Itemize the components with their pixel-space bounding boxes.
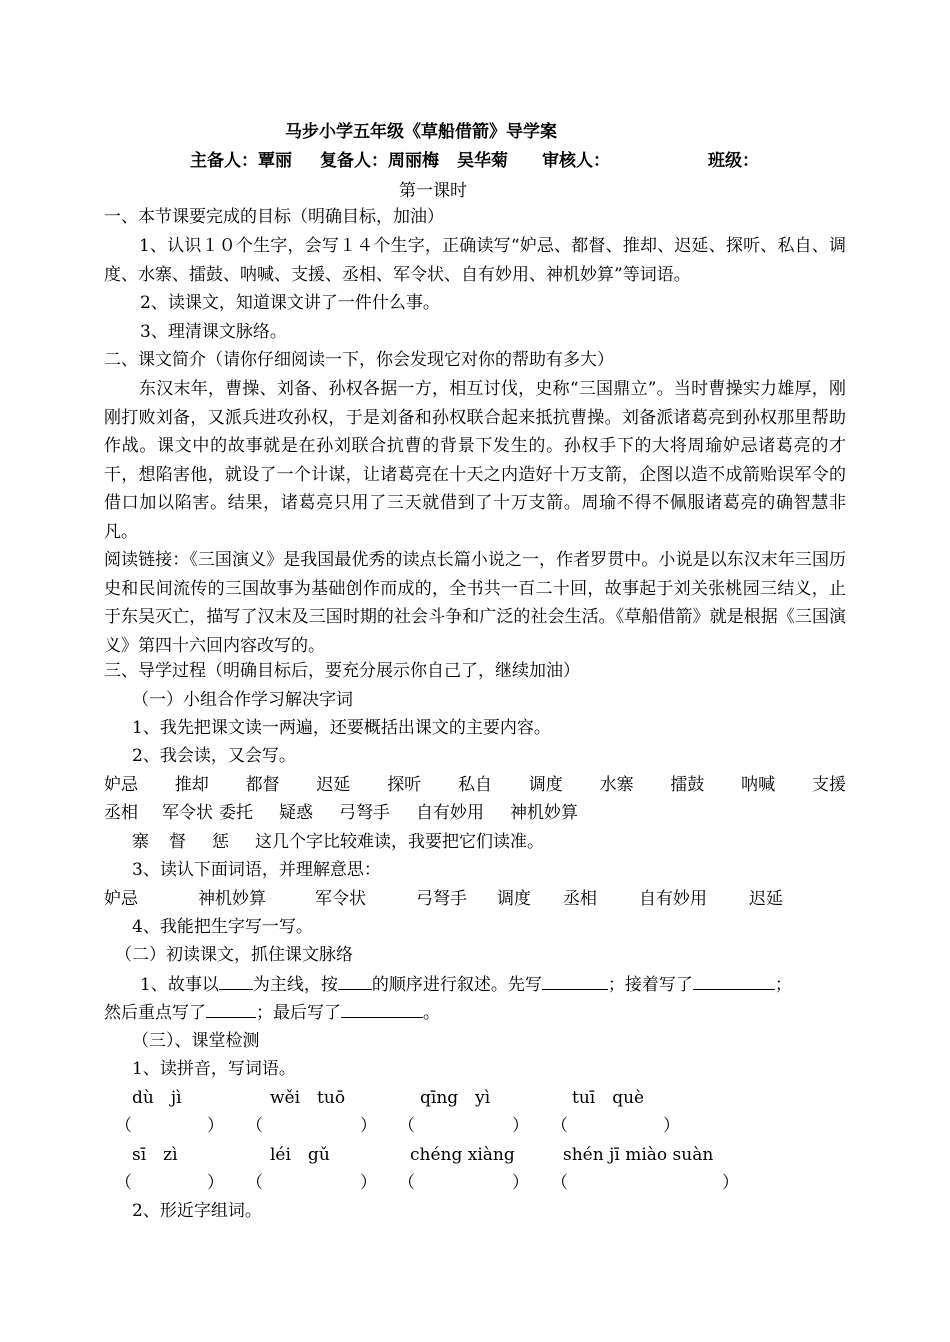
word: 支援 xyxy=(811,775,846,795)
pinyin: qīng yì xyxy=(420,1088,491,1108)
word-row-3 xyxy=(104,888,783,910)
fill-text: 然后重点写了 xyxy=(104,1003,206,1023)
goal-3: 3、理清课文脉络。 xyxy=(140,322,287,342)
section-2-heading: 二、课文简介（请你仔细阅读一下，你会发现它对你的帮助有多大） xyxy=(104,350,614,370)
intro-paragraph: 东汉末年，曹操、刘备、孙权各据一方，相互讨伐，史称“三国鼎立”。当时曹操实力雄厚，刚刚打败刘备，又派兵进攻孙权，于是刘备和孙权联合起来抵抗曹操。刘备派诸葛亮到孙权那里帮助作战。课文中的故事就是在孙刘联合抗曹的背景下发生的。孙权手下的大将周瑜妒忌诸葛亮的才干，想陷害他，就设了一个计谋，让诸葛亮在十天之内造好十万支箭，企图以造不成箭贻误军令的借口加以陷害。结果，诸葛亮只用了三天就借到了十万支箭。周瑜不得不佩服诸葛亮的确智慧非凡。 xyxy=(104,379,846,542)
fill-text: ； xyxy=(774,975,792,995)
section-1-heading: 一、本节课要完成的目标（明确目标，加油） xyxy=(104,207,444,227)
item-3: 3、读认下面词语，并理解意思： xyxy=(132,860,381,880)
co-preparer-2: 吴华菊 xyxy=(457,151,508,171)
fill-blank[interactable] xyxy=(206,1001,256,1018)
fill-text: 。 xyxy=(423,1003,440,1023)
pinyin: wěi tuō xyxy=(270,1088,346,1108)
paren-close: ） xyxy=(207,1116,224,1136)
paren-close: ） xyxy=(360,1116,377,1136)
word: 探听 xyxy=(387,775,422,795)
section-3-heading: 三、导学过程（明确目标后，要充分展示你自己了，继续加油） xyxy=(104,661,580,681)
word: 私自 xyxy=(457,775,492,795)
fill-blank[interactable] xyxy=(341,1001,423,1018)
word: 调度 xyxy=(497,889,531,909)
paren-open: （ xyxy=(115,1116,132,1136)
word: 擂鼓 xyxy=(670,775,705,795)
word: 神机妙算 xyxy=(510,803,578,823)
pinyin: shén jī miào suàn xyxy=(563,1145,714,1165)
word: 神机妙算 xyxy=(198,889,266,909)
fill-text: 1、故事以 xyxy=(140,975,219,995)
word: 弓弩手 xyxy=(416,889,467,909)
paren-close: ） xyxy=(722,1173,739,1193)
pinyin: léi gǔ xyxy=(270,1145,330,1165)
paren-open: （ xyxy=(551,1173,568,1193)
hard-chars-note: 这几个字比较难读，我要把它们读准。 xyxy=(255,832,544,852)
document-title: 马步小学五年级《草船借箭》导学案 xyxy=(285,122,557,142)
item-1: 1、我先把课文读一两遍，还要概括出课文的主要内容。 xyxy=(132,718,551,738)
paren-open: （ xyxy=(246,1116,263,1136)
paren-close: ） xyxy=(512,1116,529,1136)
pinyin: sī zì xyxy=(132,1145,178,1165)
word: 自有妙用 xyxy=(639,889,707,909)
co-preparer: 复备人：周丽梅 xyxy=(320,151,439,171)
paren-open: （ xyxy=(115,1173,132,1193)
word: 自有妙用 xyxy=(416,803,484,823)
part-3-heading: （三）、课堂检测 xyxy=(132,1031,260,1051)
paren-open: （ xyxy=(398,1173,415,1193)
fill-text: ；接着写了 xyxy=(607,975,693,995)
fill-blank[interactable] xyxy=(542,973,608,990)
fill-line-2 xyxy=(104,1001,440,1024)
hard-char: 惩 xyxy=(212,832,229,852)
goal-1: 1、认识１０个生字，会写１４个生字，正确读写“妒忌、都督、推却、迟延、探听、私自、调度、水寨、擂鼓、呐喊、支援、丞相、军令状、自有妙用、神机妙算”等词语。 xyxy=(104,236,846,285)
paren-close: ） xyxy=(360,1173,377,1193)
paren-close: ） xyxy=(207,1173,224,1193)
hard-chars-line xyxy=(132,831,544,853)
word: 委托 xyxy=(219,803,253,823)
word: 呐喊 xyxy=(741,775,776,795)
hard-char: 督 xyxy=(169,832,186,852)
reading-link: 阅读链接：《三国演义》是我国最优秀的读点长篇小说之一，作者罗贯中。小说是以东汉末年三国历史和民间流传的三国故事为基础创作而成的，全书共一百二十回，故事起于刘关张桃园三结义，止于东吴灭亡，描写了汉末及三国时期的社会斗争和广泛的社会生活。《草船借箭》就是根据《三国演义》第四十六回内容改写的。 xyxy=(104,550,846,656)
class-field: 班级： xyxy=(708,151,759,171)
lead-preparer: 主备人：覃丽 xyxy=(190,151,292,171)
word: 妒忌 xyxy=(104,775,138,795)
word-row-1 xyxy=(104,774,846,796)
word: 推却 xyxy=(174,775,209,795)
fill-blank[interactable] xyxy=(219,973,253,990)
paren-open: （ xyxy=(551,1116,568,1136)
word: 都督 xyxy=(245,775,280,795)
word-row-2 xyxy=(104,802,578,824)
paren-open: （ xyxy=(246,1173,263,1193)
paren-close: ） xyxy=(663,1116,680,1136)
pinyin: tuī què xyxy=(572,1088,645,1108)
pinyin: dù jì xyxy=(132,1088,182,1108)
word: 军令状 xyxy=(315,889,366,909)
word: 弓弩手 xyxy=(339,803,390,823)
word: 妒忌 xyxy=(104,889,138,909)
word: 迟延 xyxy=(749,889,783,909)
item-2: 2、我会读，又会写。 xyxy=(132,746,296,766)
word: 丞相 xyxy=(563,889,597,909)
word: 军令状 xyxy=(162,803,213,823)
word: 水寨 xyxy=(599,775,634,795)
pinyin: chéng xiàng xyxy=(410,1145,515,1165)
lesson-label: 第一课时 xyxy=(399,181,467,201)
fill-text: ；最后写了 xyxy=(256,1003,341,1023)
part-2-heading: （二）初读课文，抓住课文脉络 xyxy=(115,945,353,965)
word: 迟延 xyxy=(316,775,351,795)
word: 丞相 xyxy=(104,803,138,823)
fill-line-1 xyxy=(140,973,792,996)
item-4: 4、我能把生字写一写。 xyxy=(132,917,313,937)
goal-2: 2、读课文，知道课文讲了一件什么事。 xyxy=(140,293,440,313)
fill-blank[interactable] xyxy=(338,973,372,990)
hard-char: 寨 xyxy=(132,832,149,852)
test-item-1: 1、读拼音，写词语。 xyxy=(132,1059,296,1079)
paren-open: （ xyxy=(398,1116,415,1136)
fill-text: 为主线，按 xyxy=(252,975,338,995)
part-1-heading: （一）小组合作学习解决字词 xyxy=(132,690,353,710)
fill-text: 的顺序进行叙述。先写 xyxy=(371,975,542,995)
word: 疑惑 xyxy=(279,803,313,823)
word: 调度 xyxy=(528,775,563,795)
fill-blank[interactable] xyxy=(693,973,775,990)
reviewer: 审核人： xyxy=(542,151,610,171)
test-item-2: 2、形近字组词。 xyxy=(132,1201,262,1221)
staff-line xyxy=(190,150,759,172)
paren-close: ） xyxy=(512,1173,529,1193)
